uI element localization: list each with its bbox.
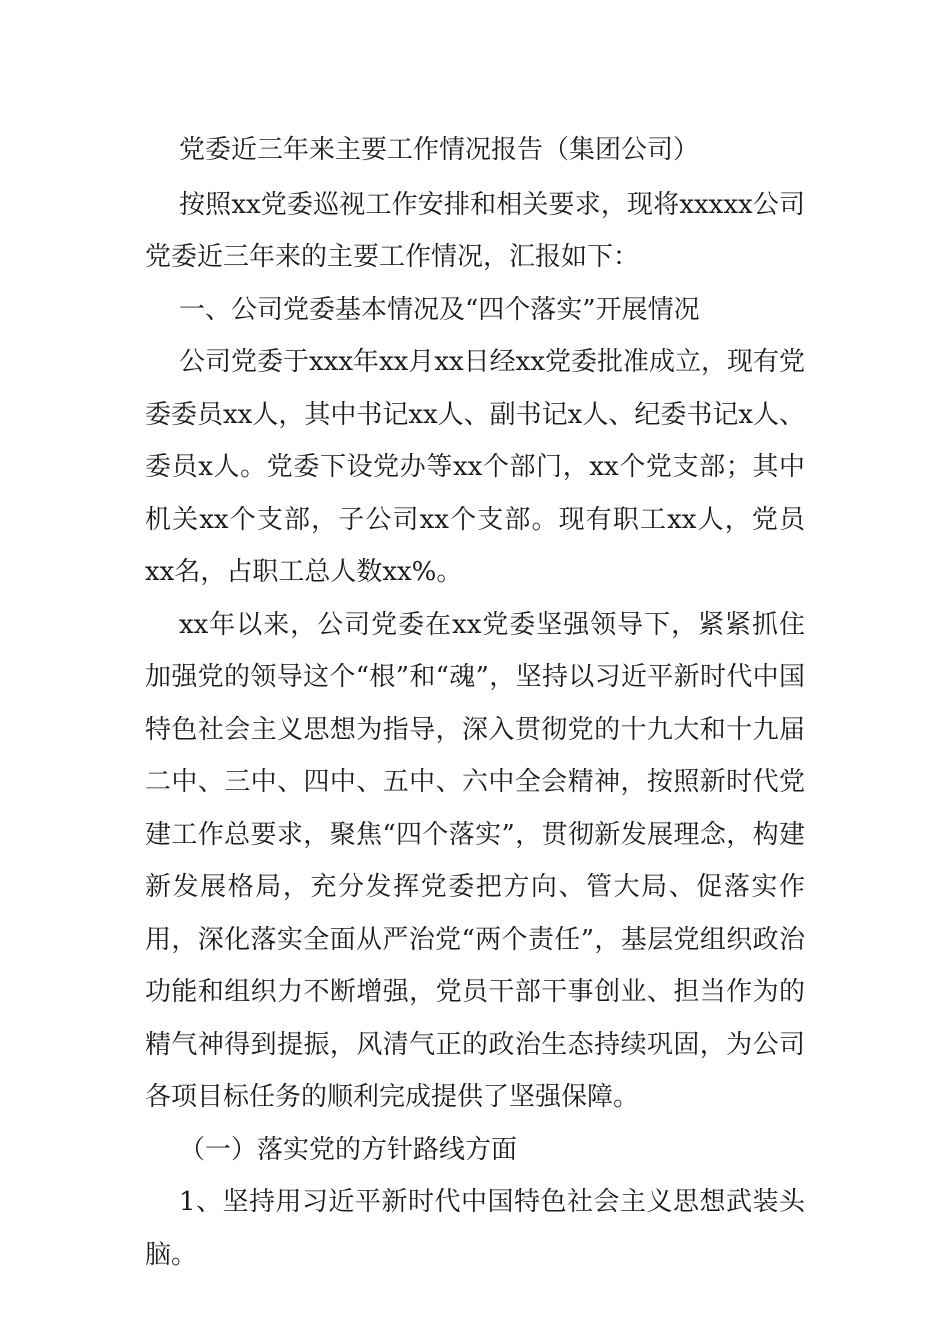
document-body [145, 124, 805, 1281]
basic-info-paragraph: 公司党委于xxx年xx月xx日经xx党委批准成立，现有党委委员xx人，其中书记xx人、副书记x人、纪委书记x人、委员x人。党委下设党办等xx个部门，xx个党支部；其中机关xx个支部，子公司xx个支部。现有职工xx人，党员xx名，占职工总人数xx%。 [145, 347, 805, 587]
list-item: 1、坚持用习近平新时代中国特色社会主义思想武装头脑。 [145, 1187, 805, 1270]
document-title: 党委近三年来主要工作情况报告（集团公司） [179, 135, 700, 165]
intro-paragraph: 按照xx党委巡视工作安排和相关要求，现将xxxxx公司党委近三年来的主要工作情况，汇报如下： [145, 189, 805, 272]
section-heading: 一、公司党委基本情况及“四个落实”开展情况 [179, 294, 700, 325]
summary-paragraph: xx年以来，公司党委在xx党委坚强领导下，紧紧抓住加强党的领导这个“根”和“魂”，坚持以习近平新时代中国特色社会主义思想为指导，深入贯彻党的十九大和十九届二中、三中、四中、五中、六中全会精神，按照新时代党建工作总要求，聚焦“四个落实”，贯彻新发展理念，构建新发展格局，充分发挥党委把方向、管大局、促落实作用，深化落实全面从严治党“两个责任”，基层党组织政治功能和组织力不断增强，党员干部干事创业、担当作为的精气神得到提振，风清气正的政治生态持续巩固，为公司各项目标任务的顺利完成提供了坚强保障。 [145, 609, 805, 1112]
subsection-heading: （一）落实党的方针路线方面 [179, 1134, 518, 1165]
